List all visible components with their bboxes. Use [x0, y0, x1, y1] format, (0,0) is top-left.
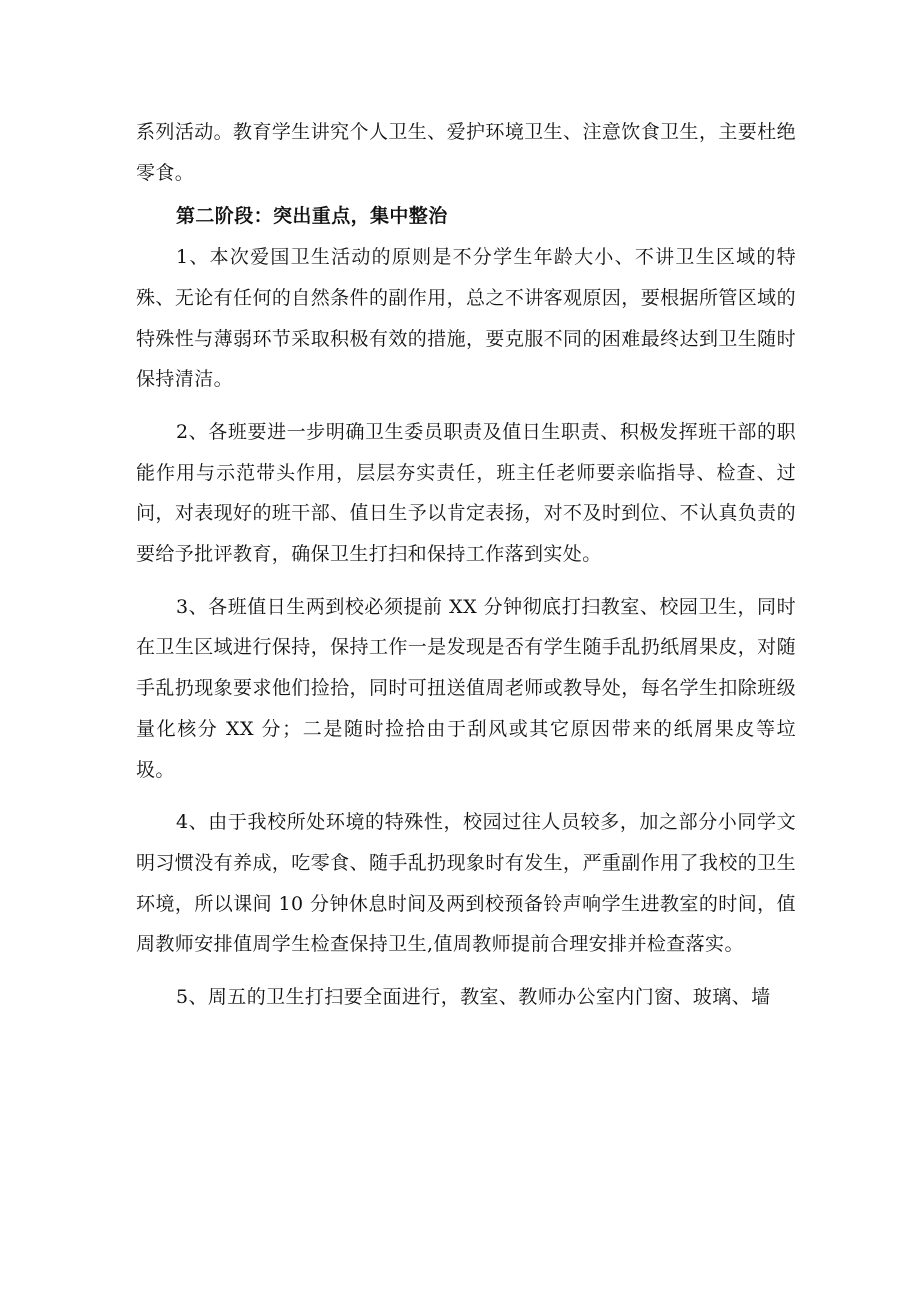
paragraph-item-4: 4、由于我校所处环境的特殊性，校园过往人员较多，加之部分小同学文明习惯没有养成，吃零食、随手乱扔现象时有发生，严重副作用了我校的卫生环境，所以课间 10 分钟休息时间及两到校预备铃声响学生进教室的时间，值周教师安排值周学生检查保持卫生,值周教师提前合理安排并检查落实。	[136, 811, 796, 956]
paragraph-item-1: 1、本次爱国卫生活动的原则是不分学生年龄大小、不讲卫生区域的特殊、无论有任何的自然条件的副作用，总之不讲客观原因，要根据所管区域的特殊性与薄弱环节采取积极有效的措施，要克服不同的困难最终达到卫生随时保持清洁。	[136, 246, 796, 391]
paragraph-item-5: 5、周五的卫生打扫要全面进行，教室、教师办公室内门窗、玻璃、墙	[176, 986, 771, 1009]
paragraph-continuation: 系列活动。教育学生讲究个人卫生、爱护环境卫生、注意饮食卫生，主要杜绝零食。	[136, 121, 796, 184]
paragraph-item-3: 3、各班值日生两到校必须提前 XX 分钟彻底打扫教室、校园卫生，同时在卫生区域进行保持，保持工作一是发现是否有学生随手乱扔纸屑果皮，对随手乱扔现象要求他们捡拾，同时可扭送值周老师或教导处，每名学生扣除班级量化核分 XX 分；二是随时捡拾由于刮风或其它原因带来的纸屑果皮等垃圾。	[136, 595, 796, 781]
section-heading: 第二阶段：突出重点，集中整治	[176, 205, 448, 228]
document-body	[136, 112, 796, 1018]
paragraph-item-2: 2、各班要进一步明确卫生委员职责及值日生职责、积极发挥班干部的职能作用与示范带头作用，层层夯实责任，班主任老师要亲临指导、检查、过问，对表现好的班干部、值日生予以肯定表扬，对不及时到位、不认真负责的要给予批评教育，确保卫生打扫和保持工作落到实处。	[136, 420, 796, 566]
